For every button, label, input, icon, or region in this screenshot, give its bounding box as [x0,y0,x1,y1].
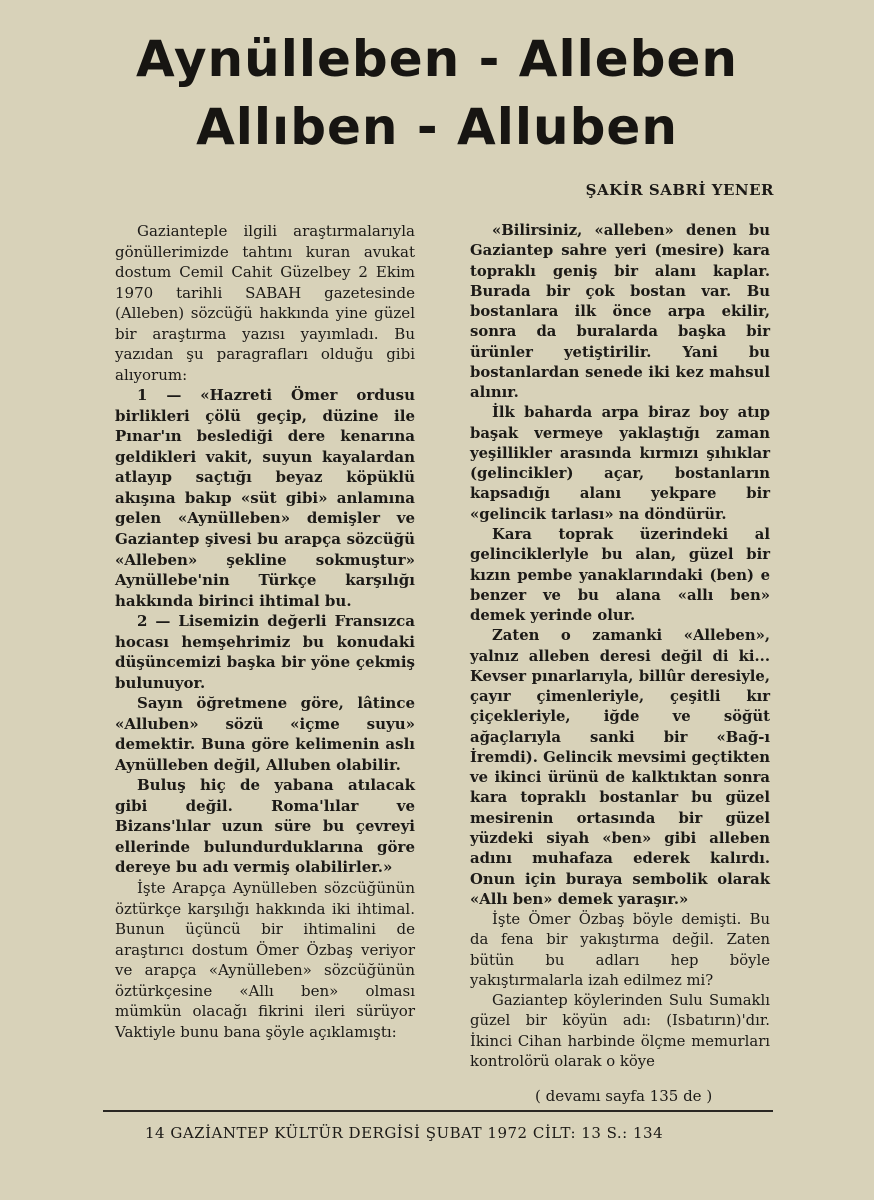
continuation-note: ( devamı sayfa 135 de ) [535,1087,713,1105]
article-title-line-1: Aynülleben - Alleben [136,30,738,88]
left-paragraph-4: Sayın öğretmene göre, lâtince «Alluben» sözü «içme suyu» demektir. Buna göre kelimenin aslı Aynülleben değil, Alluben olabilir. [115,694,415,774]
article-title-line-2: Allıben - Alluben [196,98,678,156]
author-name: ŞAKİR SABRİ YENER [585,181,774,199]
left-paragraph-6: İşte Arapça Aynülleben sözcüğünün öztürkçe karşılığı hakkında iki ihtimal. Bunun üçüncü bir ihtimalini de araştırıcı dostum Ömer Özbaş veriyor ve arapça «Aynülleben» sözcüğünün öztürkçesine «Allı ben» olması mümkün olacağı fikrini ileri sürüyor Vaktiyle bunu bana şöyle açıklamıştı: [115,879,415,1041]
page-footer: 14 GAZİANTEP KÜLTÜR DERGİSİ ŞUBAT 1972 CİLT: 13 S.: 134 [145,1124,664,1142]
right-column [470,221,770,1072]
left-paragraph-3: 2 — Lisemizin değerli Fransızca hocası hemşehrimiz bu konudaki düşüncemizi başka bir yöne çekmiş bulunuyor. [115,612,415,692]
right-paragraph-2: İlk baharda arpa biraz boy atıp başak vermeye yaklaştığı zaman yeşillikler arasında kırmızı şıhıklar (gelincikler) açar, bostanların kapsadığı alanı yekpare bir «gelincik tarlası» na döndürür. [470,404,770,523]
left-column [115,221,415,1042]
footer-divider [103,1110,773,1112]
left-paragraph-1: Gazianteple ilgili araştırmalarıyla gönüllerimizde tahtını kuran avukat dostum Cemil Cahit Güzelbey 2 Ekim 1970 tarihli SABAH gazetesinde (Alleben) sözcüğü hakkında yine güzel bir araştırma yazısı yayımladı. Bu yazıdan şu paragrafları olduğu gibi alıyorum: [115,222,415,384]
left-paragraph-5: Buluş hiç de yabana atılacak gibi değil. Roma'lılar ve Bizans'lılar uzun süre bu çevreyi ellerinde bulundurduklarına göre dereye bu adı vermiş olabilirler.» [115,776,415,877]
left-paragraph-2: 1 — «Hazreti Ömer ordusu birlikleri çölü geçip, düzine ile Pınar'ın beslediği dere kenarına geldikleri vakit, suyun kayalardan atlayıp saçtığı beyaz köpüklü akışına bakıp «süt gibi» anlamına gelen «Aynülleben» demişler ve Gaziantep şivesi bu arapça sözcüğü «Alleben» şekline sokmuştur» Aynüllebe'nin Türkçe karşılığı hakkında birinci ihtimal bu. [115,386,415,610]
right-paragraph-4: Zaten o zamanki «Alleben», yalnız alleben deresi değil di ki... Kevser pınarlarıyla, billûr deresiyle, çayır çimenleriyle, çeşitli kır çiçekleriyle, iğde ve söğüt ağaçlarıyla sanki bir «Bağ-ı İremdi). Gelincik mevsimi geçtikten ve ikinci ürünü de kalktıktan sonra kara topraklı bostanlar bu güzel mesirenin ortasında bir güzel yüzdeki siyah «ben» gibi alleben adını muhafaza ederek kalırdı. Onun için buraya sembolik olarak «Allı ben» demek yaraşır.» [470,627,770,908]
right-paragraph-1: «Bilirsiniz, «alleben» denen bu Gaziantep sahre yeri (mesire) kara topraklı geniş bir alanı kaplar. Burada bir çok bostan var. Bu bostanlara ilk önce arpa ekilir, sonra da buralarda başka bir ürünler yetiştirilir. Yani bu bostanlardan senede iki kez mahsul alınır. [470,222,770,402]
right-paragraph-5: İşte Ömer Özbaş böyle demişti. Bu da fena bir yakıştırma değil. Zaten bütün bu adları hep böyle yakıştırmalarla izah edilmez mi? [470,911,770,989]
right-paragraph-6: Gaziantep köylerinden Sulu Sumaklı güzel bir köyün adı: (Isbatırın)'dır. İkinci Cihan harbinde ölçme memurları kontrolörü olarak o köye [470,992,770,1070]
right-paragraph-3: Kara toprak üzerindeki al gelinciklerlyle bu alan, güzel bir kızın pembe yanaklarındaki (ben) e benzer ve bu alana «allı ben» demek yerinde olur. [470,525,770,625]
